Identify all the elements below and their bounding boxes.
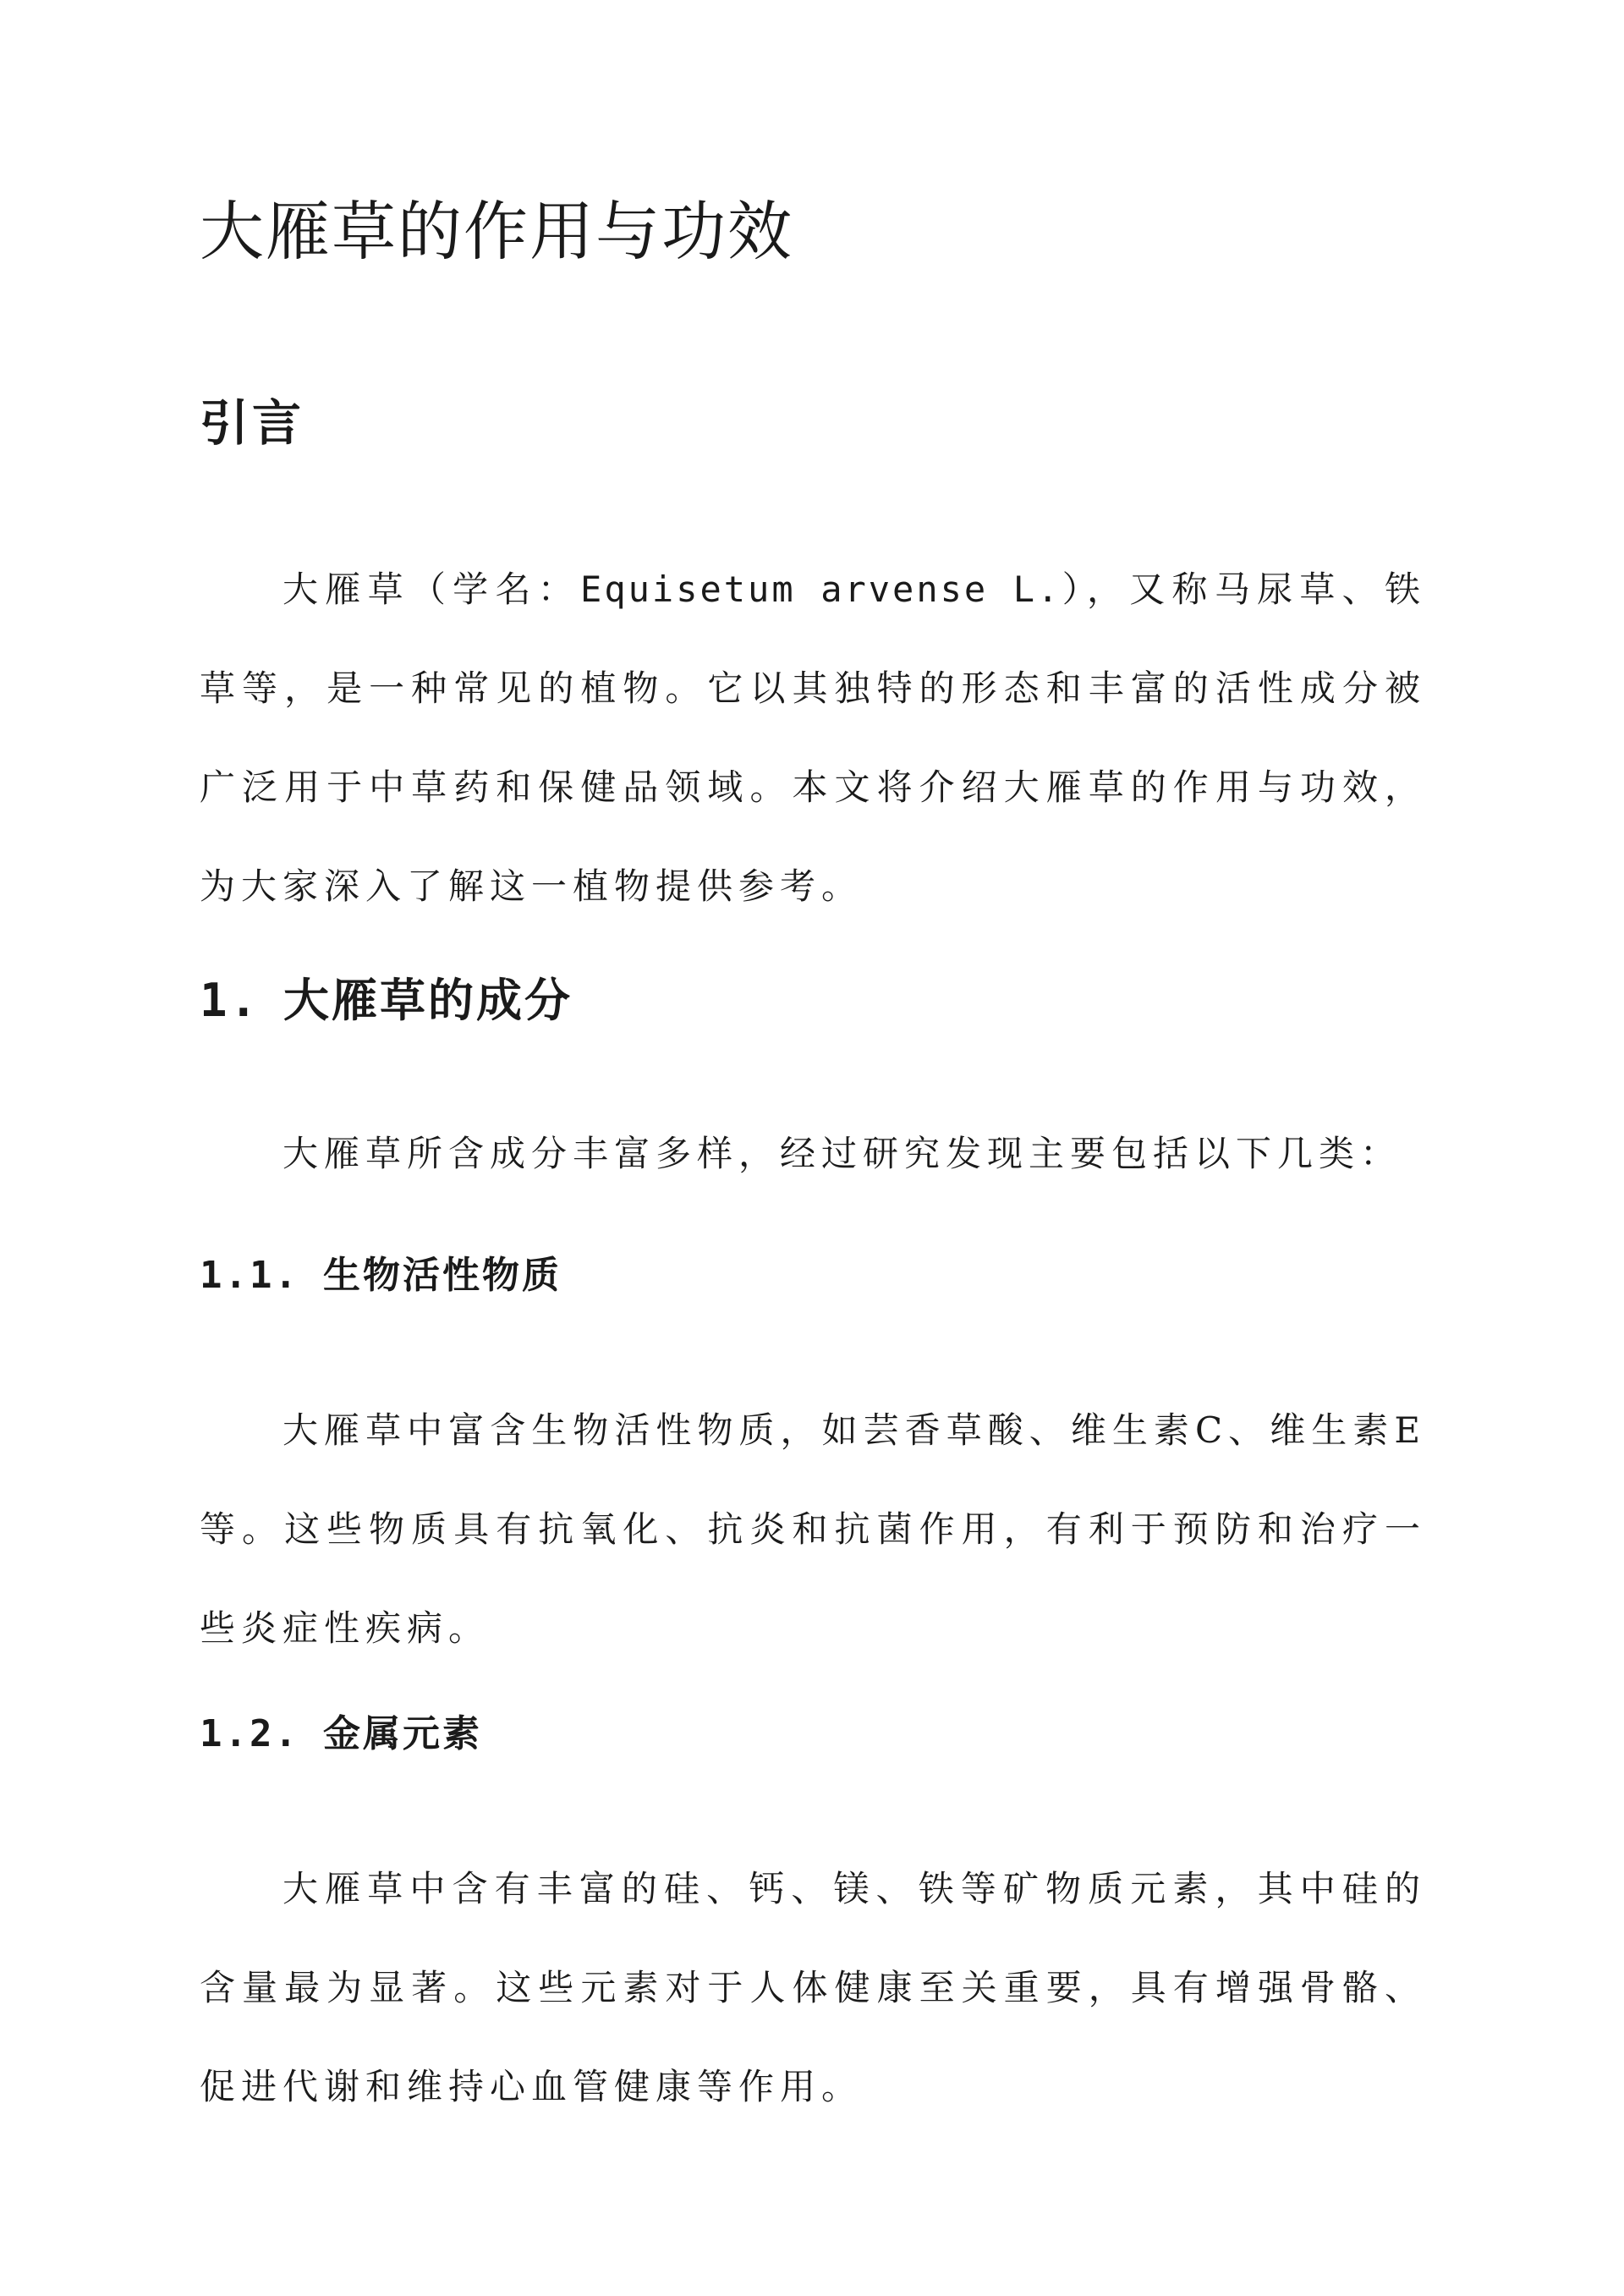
intro-paragraph-rest: ），又称马尿草、铁草等，是一种常见的植物。它以其独特的形态和丰富的活性成分被广泛用于中草药和保健品领域。本文将介绍大雁草的作用与功效，为大家深入了解这一植物提供参考。 <box>200 569 1426 907</box>
section-1-1-heading <box>200 1254 562 1299</box>
section-1-heading <box>200 973 573 1029</box>
section-1-1-paragraph: 大雁草中富含生物活性物质，如芸香草酸、维生素C、维生素E等。这些物质具有抗氧化、抗炎和抗菌作用，有利于预防和治疗一些炎症性疾病。 <box>200 1409 1426 1649</box>
section-1-2-title: 金属元素 <box>322 1712 482 1755</box>
section-1-2-number: 1.2. <box>200 1712 299 1755</box>
intro-paragraph <box>200 540 1426 936</box>
section-1-2-paragraph: 大雁草中含有丰富的硅、钙、镁、铁等矿物质元素，其中硅的含量最为显著。这些元素对于人体健康至关重要，具有增强骨骼、促进代谢和维持心血管健康等作用。 <box>200 1868 1426 2107</box>
section-1-paragraph: 大雁草所含成分丰富多样，经过研究发现主要包括以下几类： <box>283 1133 1402 1174</box>
intro-paragraph-lead: 大雁草（学名： <box>283 569 581 610</box>
intro-heading: 引言 <box>200 394 305 452</box>
section-1-number: 1. <box>200 974 261 1027</box>
section-1-1-number: 1.1. <box>200 1254 299 1297</box>
section-1-1-title: 生物活性物质 <box>322 1254 562 1297</box>
intro-paragraph-latin: Equisetum arvense L. <box>580 569 1062 610</box>
section-1-title: 大雁草的成分 <box>283 973 573 1027</box>
section-1-2-heading <box>200 1712 482 1757</box>
document-title: 大雁草的作用与功效 <box>200 194 793 269</box>
